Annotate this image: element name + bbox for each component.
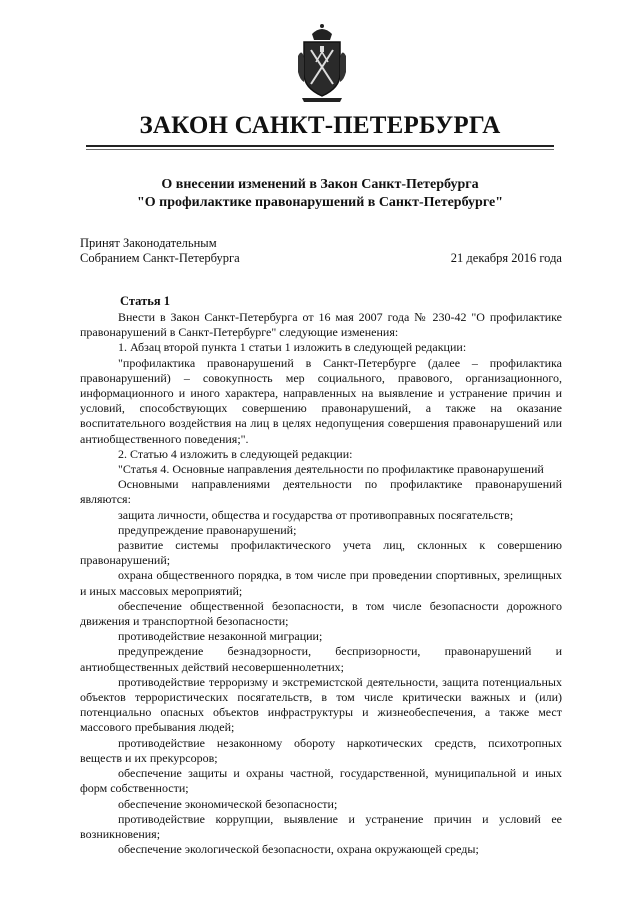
paragraph: "профилактика правонарушений в Санкт-Петербурге (далее – профилактика правонарушений) – совокупность мер социального, правового, организационного, информационного и иного характера, направленных на выявление и устранение причин и условий, способствующих совершению правонарушений, а также на оказание воспитательного воздействия на лиц в целях недопущения совершения правонарушений или антиобщественного поведения;". xyxy=(80,355,562,446)
paragraph: предупреждение правонарушений; xyxy=(118,522,297,537)
paragraph: защита личности, общества и государства от противоправных посягательств; xyxy=(118,507,514,522)
paragraph: противодействие коррупции, выявление и устранение причин и условий ее возникновения; xyxy=(80,811,562,841)
paragraph: предупреждение безнадзорности, беспризорности, правонарушений и антиобщественных действий несовершеннолетних; xyxy=(80,644,562,674)
paragraph: противодействие терроризму и экстремистской деятельности, защита потенциальных объектов террористических посягательств, в том числе критически важных и (или) потенциально опасных объектов инфраструктуры и жизнеобеспечения, а также мест массового пребывания людей; xyxy=(80,674,562,735)
title-underline xyxy=(86,145,554,147)
coat-of-arms-icon xyxy=(296,22,348,106)
paragraph: противодействие незаконной миграции; xyxy=(118,629,323,644)
article-heading: Статья 1 xyxy=(120,294,170,308)
title-underline-thin xyxy=(86,149,554,150)
paragraph: охрана общественного порядка, в том числе при проведении спортивных, зрелищных и иных массовых мероприятий; xyxy=(80,568,562,598)
paragraph: 1. Абзац второй пункта 1 статьи 1 изложить в следующей редакции: xyxy=(118,340,467,355)
paragraph: противодействие незаконному обороту наркотических средств, психотропных веществ и их прекурсоров; xyxy=(80,735,562,765)
paragraph: Основными направлениями деятельности по профилактике правонарушений являются: xyxy=(80,477,562,507)
adoption-line-1: Принят Законодательным xyxy=(80,236,217,250)
law-subtitle xyxy=(0,176,640,212)
article-body xyxy=(80,310,562,857)
paragraph: обеспечение экономической безопасности; xyxy=(118,796,338,811)
adoption-line-2: Собранием Санкт-Петербурга xyxy=(80,251,240,265)
paragraph: развитие системы профилактического учета лиц, склонных к совершению правонарушений; xyxy=(80,538,562,568)
subtitle-line-2: "О профилактике правонарушений в Санкт-Петербурге" xyxy=(136,195,504,210)
adoption-note xyxy=(80,236,240,266)
paragraph: "Статья 4. Основные направления деятельности по профилактике правонарушений xyxy=(118,462,544,477)
paragraph: обеспечение экологической безопасности, охрана окружающей среды; xyxy=(118,842,479,857)
adoption-date: 21 декабря 2016 года xyxy=(450,251,562,265)
paragraph: Внести в Закон Санкт-Петербурга от 16 мая 2007 года № 230-42 "О профилактике правонарушений в Санкт-Петербурге" следующие изменения: xyxy=(80,310,562,340)
paragraph: обеспечение общественной безопасности, в том числе безопасности дорожного движения и транспортной безопасности; xyxy=(80,598,562,629)
subtitle-line-1: О внесении изменений в Закон Санкт-Петербурга xyxy=(161,177,479,192)
paragraph: обеспечение защиты и охраны частной, государственной, муниципальной и иных форм собственности; xyxy=(80,766,562,796)
paragraph: 2. Статью 4 изложить в следующей редакции: xyxy=(118,446,353,461)
law-title: ЗАКОН САНКТ-ПЕТЕРБУРГА xyxy=(139,112,501,139)
